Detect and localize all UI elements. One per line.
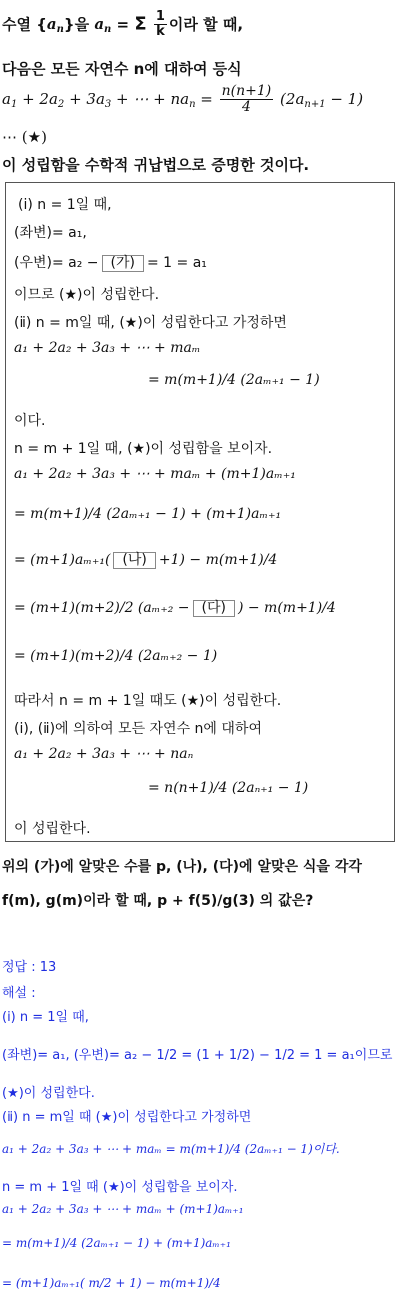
solution-line-7: a₁ + 2a₂ + 3a₃ + ⋯ + maₘ + (m+1)aₘ₊₁ [2, 1202, 244, 1216]
problem-line-3: $a_1 + 2a_2 + 3a_3$ + ⋯ + $na_n$ = $\frac{n(n+1)}{4}$ $(2a_{n+1} - 1)$ [2, 83, 364, 116]
solution-line-5: a₁ + 2a₂ + 3a₃ + ⋯ + maₘ = m(m+1)/4 (2aₘ₊₁ − 1)이다. [2, 1142, 340, 1156]
solution-line-2: (좌변)= a₁, (우변)= a₂ − 1/2 = (1 + 1/2) − 1/2 = 1 = a₁이므로 [2, 1048, 393, 1063]
solution-line-8: = m(m+1)/4 (2aₘ₊₁ − 1) + (m+1)aₘ₊₁ [2, 1236, 231, 1250]
proof-line-11: = m(m+1)/4 (2aₘ₊₁ − 1) + (m+1)aₘ₊₁ [14, 506, 282, 522]
proof-line-18: = n(n+1)/4 (2aₙ₊₁ − 1) [148, 780, 309, 796]
proof-line-13: = (m+1)(m+2)/2 (aₘ₊₂ − (다) ) − m(m+1)/4 [14, 600, 336, 616]
proof-line-8: 이다. [14, 413, 46, 429]
solution-heading: 해설 : [2, 986, 36, 1001]
proof-line-17: a₁ + 2a₂ + 3a₃ + ⋯ + naₙ [14, 746, 194, 762]
proof-line-15: 따라서 n = m + 1일 때도 (★)이 성립한다. [14, 693, 282, 709]
answer-line: 정답 : 13 [2, 960, 57, 975]
proof-line-6: a₁ + 2a₂ + 3a₃ + ⋯ + maₘ [14, 340, 201, 356]
solution-line-9: = (m+1)aₘ₊₁( m/2 + 1) − m(m+1)/4 [2, 1276, 221, 1290]
problem-line-4: ⋯ (★) [2, 128, 47, 146]
proof-line-16: (ⅰ), (ⅱ)에 의하여 모든 자연수 n에 대하여 [14, 721, 262, 737]
proof-line-1: (ⅰ) n = 1일 때, [18, 197, 112, 213]
proof-line-2: (좌변)= a₁, [14, 225, 87, 241]
proof-line-19: 이 성립한다. [14, 821, 91, 837]
proof-line-12: = (m+1)aₘ₊₁( (나) +1) − m(m+1)/4 [14, 552, 278, 568]
proof-line-3: (우변)= a₂ − (가) = 1 = a₁ [14, 255, 207, 271]
question-line-1: 위의 (가)에 알맞은 수를 p, (나), (다)에 알맞은 식을 각각 [2, 859, 362, 875]
solution-line-4: (ⅱ) n = m일 때 (★)이 성립한다고 가정하면 [2, 1110, 252, 1125]
proof-line-7: = m(m+1)/4 (2aₘ₊₁ − 1) [148, 372, 320, 388]
problem-line-2: 다음은 모든 자연수 n에 대하여 등식 [2, 60, 242, 78]
proof-line-9: n = m + 1일 때, (★)이 성립함을 보이자. [14, 441, 273, 457]
proof-line-4: 이므로 (★)이 성립한다. [14, 287, 160, 303]
blank-ga: (가) [102, 255, 144, 272]
problem-line-5: 이 성립함을 수학적 귀납법으로 증명한 것이다. [2, 156, 310, 174]
solution-line-6: n = m + 1일 때 (★)이 성립함을 보이자. [2, 1180, 238, 1195]
solution-line-3: (★)이 성립한다. [2, 1086, 95, 1101]
blank-da: (다) [193, 600, 235, 617]
question-line-2: f(m), g(m)이라 할 때, p + f(5)/g(3) 의 값은? [2, 893, 314, 909]
proof-line-14: = (m+1)(m+2)/4 (2aₘ₊₂ − 1) [14, 648, 218, 664]
solution-line-1: (ⅰ) n = 1일 때, [2, 1010, 89, 1025]
proof-line-10: a₁ + 2a₂ + 3a₃ + ⋯ + maₘ + (m+1)aₘ₊₁ [14, 466, 296, 482]
proof-line-5: (ⅱ) n = m일 때, (★)이 성립한다고 가정하면 [14, 315, 287, 331]
problem-line-1: 수열 $\{a_n\}$을 $a_n = \Sigma$ $\frac{1}{k}$ 이라 할 때, [2, 9, 244, 40]
blank-na: (나) [113, 552, 155, 569]
